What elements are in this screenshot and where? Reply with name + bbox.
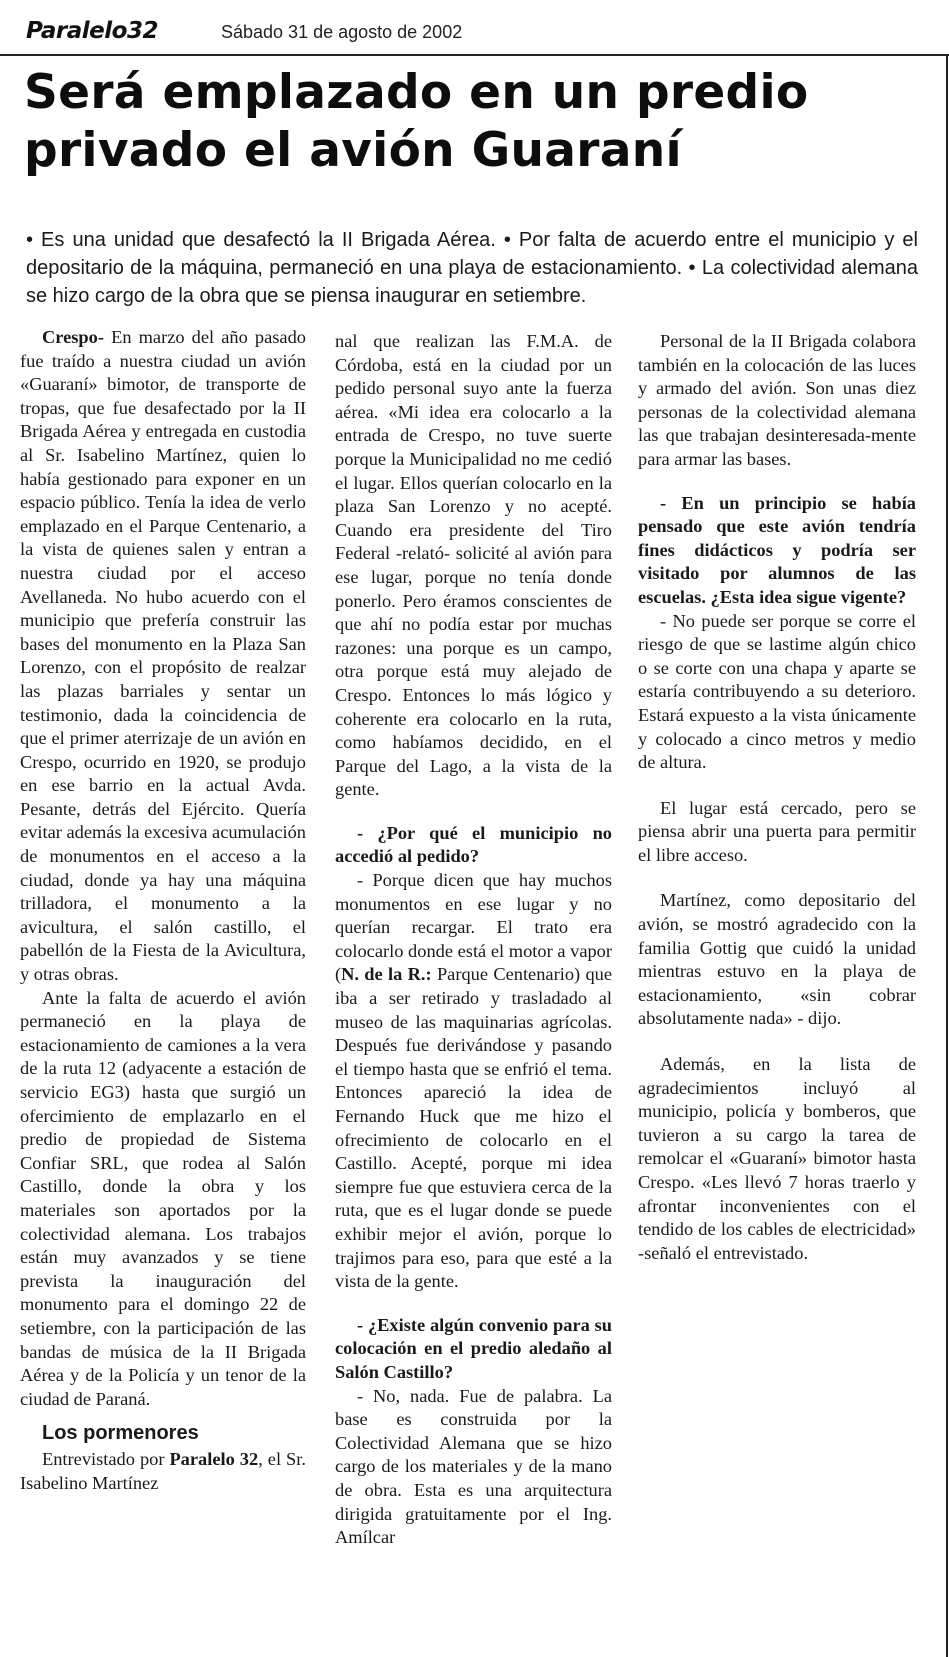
interview-question: - ¿Por qué el municipio no accedió al pedido? [335,822,612,867]
interview-question: - En un principio se había pensado que este avión tendría fines didácticos y podría ser visitado por alumnos de las escuelas. ¿Esta idea sigue vigente? [638,492,916,607]
newspaper-logo: Paralelo32 [26,18,158,44]
section-subtitle: Los pormenores [42,1422,199,1445]
interview-question: - ¿Existe algún convenio para su colocación en el predio aledaño al Salón Castillo? [335,1314,612,1382]
interview-answer: - No puede ser porque se corre el riesgo de que se lastime algún chico o se corte con una chapa y aparte se estaría contribuyendo a su deterioro. Estará expuesto a la vista únicamente y colocado a cinco metros y medio de altura. [638,610,916,773]
article-column-3 [638,330,916,1265]
article-column-1 [20,326,306,1495]
paragraph: Personal de la II Brigada colabora también en la colocación de las luces y armado del avión. Son unas diez personas de la colectividad alemana las que trabajan desinteresada-mente para armar las bases. [638,331,916,469]
paragraph: Además, en la lista de agradecimientos incluyó al municipio, policía y bomberos, que tuvieron a su cargo la tarea de remolcar el «Guaraní» bimotor hasta Crespo. «Les llevó 7 horas traerlo y afrontar inconvenientes con el tendido de los cables de electricidad» -señaló el entrevistado. [638,1054,916,1263]
publication-date: Sábado 31 de agosto de 2002 [221,22,463,42]
right-rule [946,55,948,1657]
paragraph: Entrevistado por Paralelo 32, el Sr. Isabelino Martínez [20,1448,306,1493]
masthead [26,16,946,50]
article-summary: • Es una unidad que desafectó la II Brigada Aérea. • Por falta de acuerdo entre el municipio y el depositario de la máquina, permaneció en una playa de estacionamiento. • La colectividad alemana se hizo cargo de la obra que se piensa inaugurar en setiembre. [26,229,918,307]
paragraph: Martínez, como depositario del avión, se mostró agradecido con la familia Gottig que cuidó la unidad mientras estuvo en la playa de estacionamiento, «sin cobrar absolutamente nada» - dijo. [638,890,916,1029]
dateline: Crespo- [42,327,104,347]
interview-answer: - Porque dicen que hay muchos monumentos en ese lugar y no querían recargar. El trato era colocarlo donde está el motor a vapor (N. de la R.: Parque Centenario) que iba a ser retirado y trasladado al museo de las maquinarias agrícolas. Después fue derivándose y pasando el tiempo hasta que se enfrió el tema. Entonces apareció la idea de Fernando Huck que me hizo el ofrecimiento de colocarlo en el Castillo. Acepté, porque mi idea siempre fue que estuviera cerca de la ruta, que es el lugar donde se puede exhibir mejor el avión, porque lo trajimos para eso, para que esté a la vista de la gente. [335,870,612,1292]
paragraph: nal que realizan las F.M.A. de Córdoba, está en la ciudad por un pedido personal suyo ante la fuerza aérea. «Mi idea era colocarlo a la entrada de Crespo, no tuve suerte porque la Municipalidad no me cedió el lugar. Ellos querían colocarlo en la plaza San Lorenzo y no acepté. Cuando era presidente del Tiro Federal -relató- solicité al avión para ese lugar, porque no tenía donde ponerlo. Pero éramos conscientes de que ahí no podía estar por muchas razones: una porque es un campo, otra porque está muy alejado de Crespo. Entonces lo más lógico y coherente era colocarlo en la ruta, como habíamos decidido, en el Parque del Lago, a la vista de la gente. [335,331,612,800]
article-headline: Será emplazado en un predio privado el avión Guaraní [24,65,809,178]
paragraph: Ante la falta de acuerdo el avión permaneció en la playa de estacionamiento de camiones a la vera de la ruta 12 (adyacente a estación de servicio EG3) hasta que surgió un ofercimiento de emplazarlo en el predio de propiedad de Sistema Confiar SRL, que rodea al Salón Castillo, donde la obra y los materiales son aportados por la colectividad alemana. Los trabajos están muy avanzados y se tiene prevista la inauguración del monumento para el domingo 22 de setiembre, con la participación de las bandas de música de la II Brigada Aérea y de la Policía y un tenor de la ciudad de Paraná. [20,987,306,1409]
newspaper-name: Paralelo 32 [169,1448,259,1469]
interview-answer: - No, nada. Fue de palabra. La base es construida por la Colectividad Alemana que se hizo cargo de los materiales y de la mano de obra. Esta es una arquitectura dirigida gratuitamente por el Ing. Amílcar [335,1385,612,1548]
paragraph: Crespo- En marzo del año pasado fue traído a nuestra ciudad un avión «Guaraní» bimotor, de transporte de tropas, que fue desafectado por la II Brigada Aérea y entregada en custodia al Sr. Isabelino Martínez, quien lo había gestionado para exponer en un espacio público. Tenía la idea de verlo emplazado en el Parque Centenario, a la vista de quienes salen y entran a nuestra ciudad por el acceso Avellaneda. No hubo acuerdo con el municipio que prefería construir las bases del monumento en la Plaza San Lorenzo, con el propósito de realzar las plazas barriales y sentar un testimonio, dada la coincidencia de que el primer aterrizaje de un avión en Crespo, ocurrido en 1920, se produjo en ese barrio en la actual Avda. Pesante, detrás del Ejército. Quería evitar además la excesiva acumulación de monumentos en el acceso a la ciudad, donde ya hay una máquina trilladora, el monumento a la avicultura, el salón castillo, el pabellón de la Fiesta de la Avicultura, y otras obras. [20,327,306,985]
paragraph: El lugar está cercado, pero se piensa abrir una puerta para permitir el libre acceso. [638,797,916,865]
editor-note: N. de la R.: [341,964,432,985]
top-rule [0,54,949,56]
article-column-2 [335,330,612,1550]
